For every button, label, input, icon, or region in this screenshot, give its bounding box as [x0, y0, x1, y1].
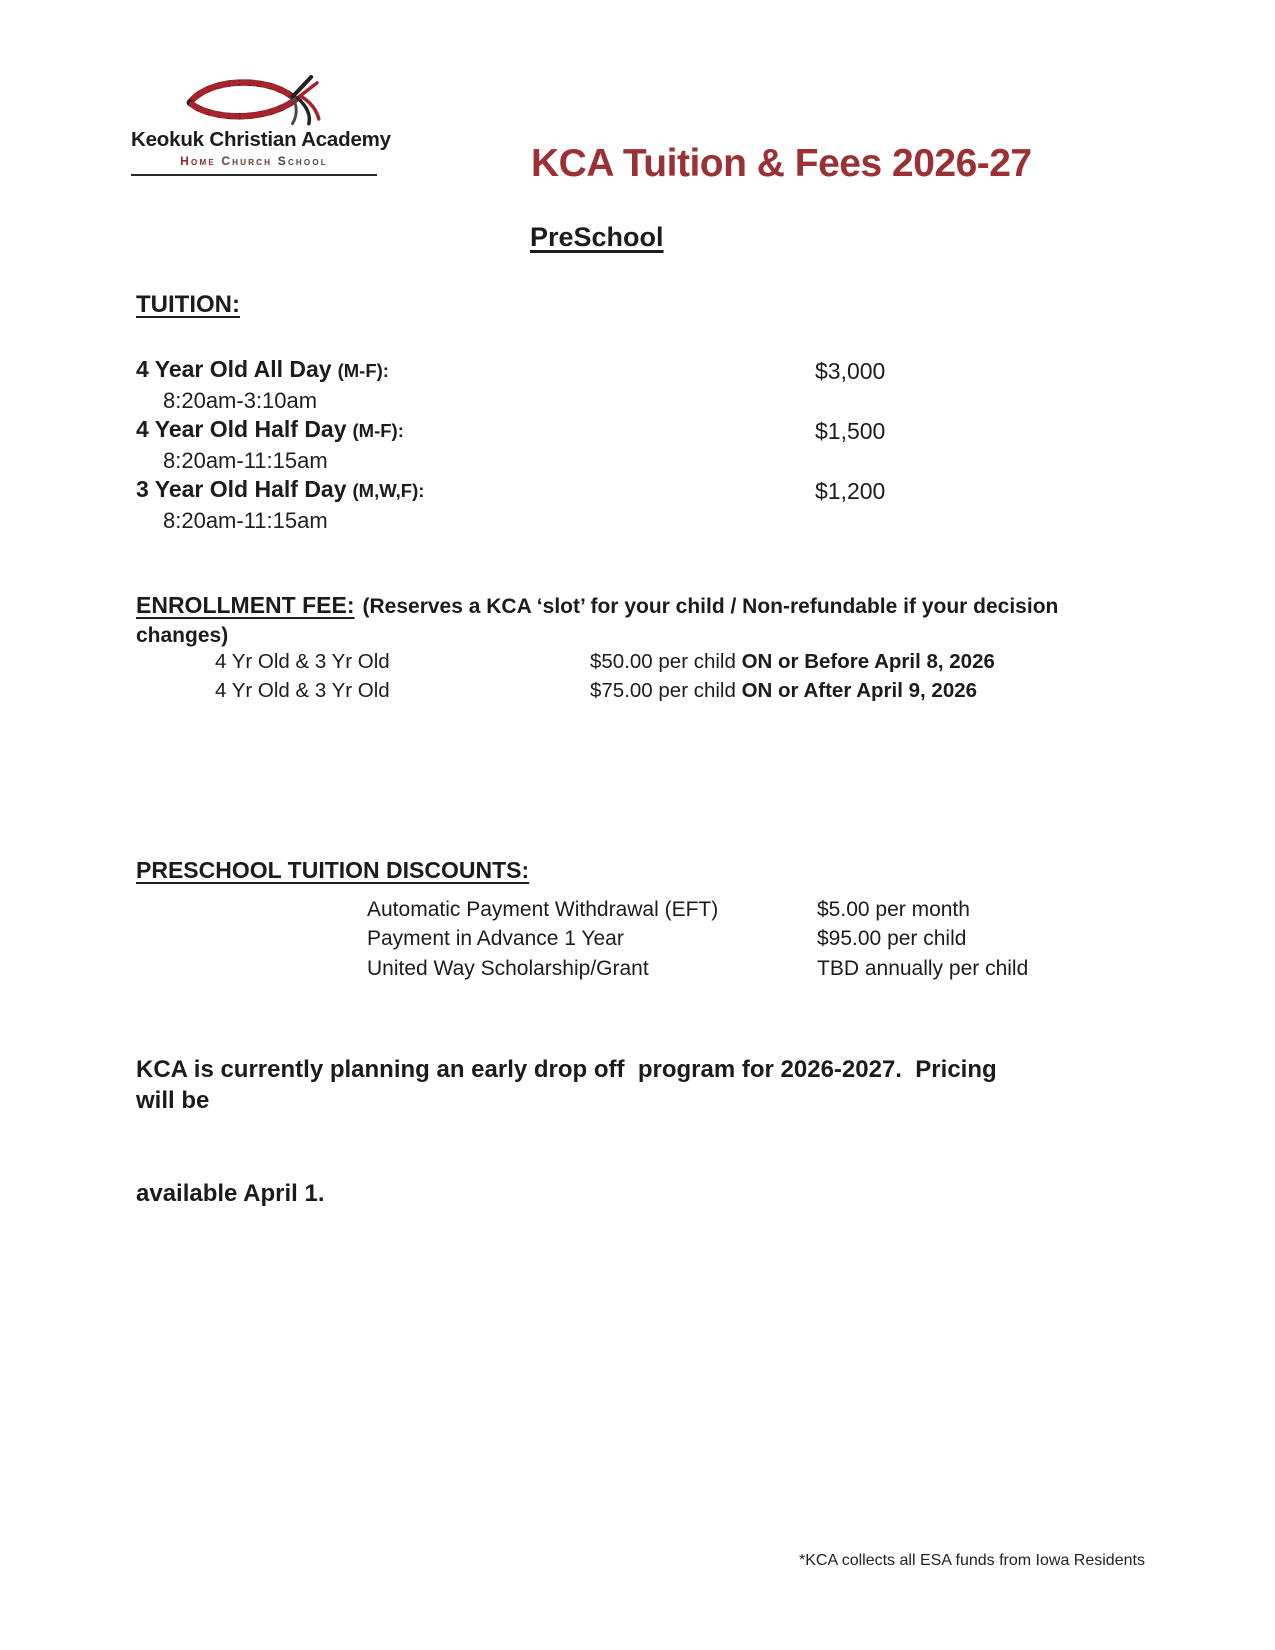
tuition-row-label — [136, 476, 424, 503]
fee-row-value — [590, 679, 977, 703]
fee-row-label: 4 Yr Old & 3 Yr Old — [215, 679, 390, 702]
discount-value: TBD annually per child — [817, 957, 1029, 980]
fee-row-label: 4 Yr Old & 3 Yr Old — [215, 650, 390, 673]
tuition-days: (M-F): — [352, 420, 404, 441]
discount-label: Payment in Advance 1 Year — [367, 927, 624, 950]
tuition-label-text: 4 Year Old Half Day — [136, 416, 347, 442]
fee-price: $50.00 per child — [590, 650, 742, 673]
notice-paragraph — [136, 992, 1036, 1271]
discount-value: $5.00 per month — [817, 898, 970, 921]
school-tagline — [131, 154, 377, 176]
discount-label: Automatic Payment Withdrawal (EFT) — [367, 898, 719, 921]
tagline-church: Church — [221, 154, 273, 168]
enrollment-note: (Reserves a KCA ‘slot’ for your child / Non-refundable if your decision — [362, 595, 1059, 618]
fee-condition: ON or Before April 8, 2026 — [741, 650, 995, 673]
tuition-days: (M,W,F): — [352, 480, 425, 501]
fee-price: $75.00 per child — [590, 679, 742, 702]
tuition-price: $1,200 — [815, 478, 886, 504]
enrollment-note-wrap: changes) — [136, 624, 229, 647]
tuition-price: $1,500 — [815, 418, 886, 444]
enrollment-heading-line — [136, 592, 1058, 619]
tagline-school: School — [277, 154, 328, 168]
tuition-time: 8:20am-11:15am — [163, 508, 328, 533]
notice-line-2: available April 1. — [136, 1180, 325, 1207]
tuition-row-label — [136, 416, 404, 443]
tuition-time: 8:20am-3:10am — [163, 388, 318, 413]
esa-footnote: *KCA collects all ESA funds from Iowa Residents — [799, 1552, 1145, 1569]
tuition-days: (M-F): — [337, 360, 389, 381]
tuition-label-text: 3 Year Old Half Day — [136, 476, 347, 502]
enrollment-heading: ENROLLMENT FEE: — [136, 592, 355, 618]
tuition-label-text: 4 Year Old All Day — [136, 356, 332, 382]
notice-line-1: KCA is currently planning an early drop off program for 2026-2027. Pricing will be — [136, 1056, 1004, 1114]
braided-fish-icon — [168, 70, 340, 126]
discount-label: United Way Scholarship/Grant — [367, 957, 649, 980]
tuition-row-label — [136, 356, 389, 383]
page-subtitle: PreSchool — [530, 222, 664, 252]
tuition-time: 8:20am-11:15am — [163, 448, 328, 473]
tuition-price: $3,000 — [815, 358, 886, 384]
fee-row-value — [590, 650, 995, 674]
tuition-heading: TUITION: — [136, 291, 240, 318]
discounts-heading: PRESCHOOL TUITION DISCOUNTS: — [136, 857, 530, 883]
school-name: Keokuk Christian Academy — [131, 128, 391, 151]
school-logo — [131, 70, 391, 176]
page-title: KCA Tuition & Fees 2026-27 — [531, 142, 1032, 185]
tagline-home: Home — [180, 154, 216, 168]
fee-condition: ON or After April 9, 2026 — [741, 679, 978, 702]
discount-value: $95.00 per child — [817, 927, 967, 950]
